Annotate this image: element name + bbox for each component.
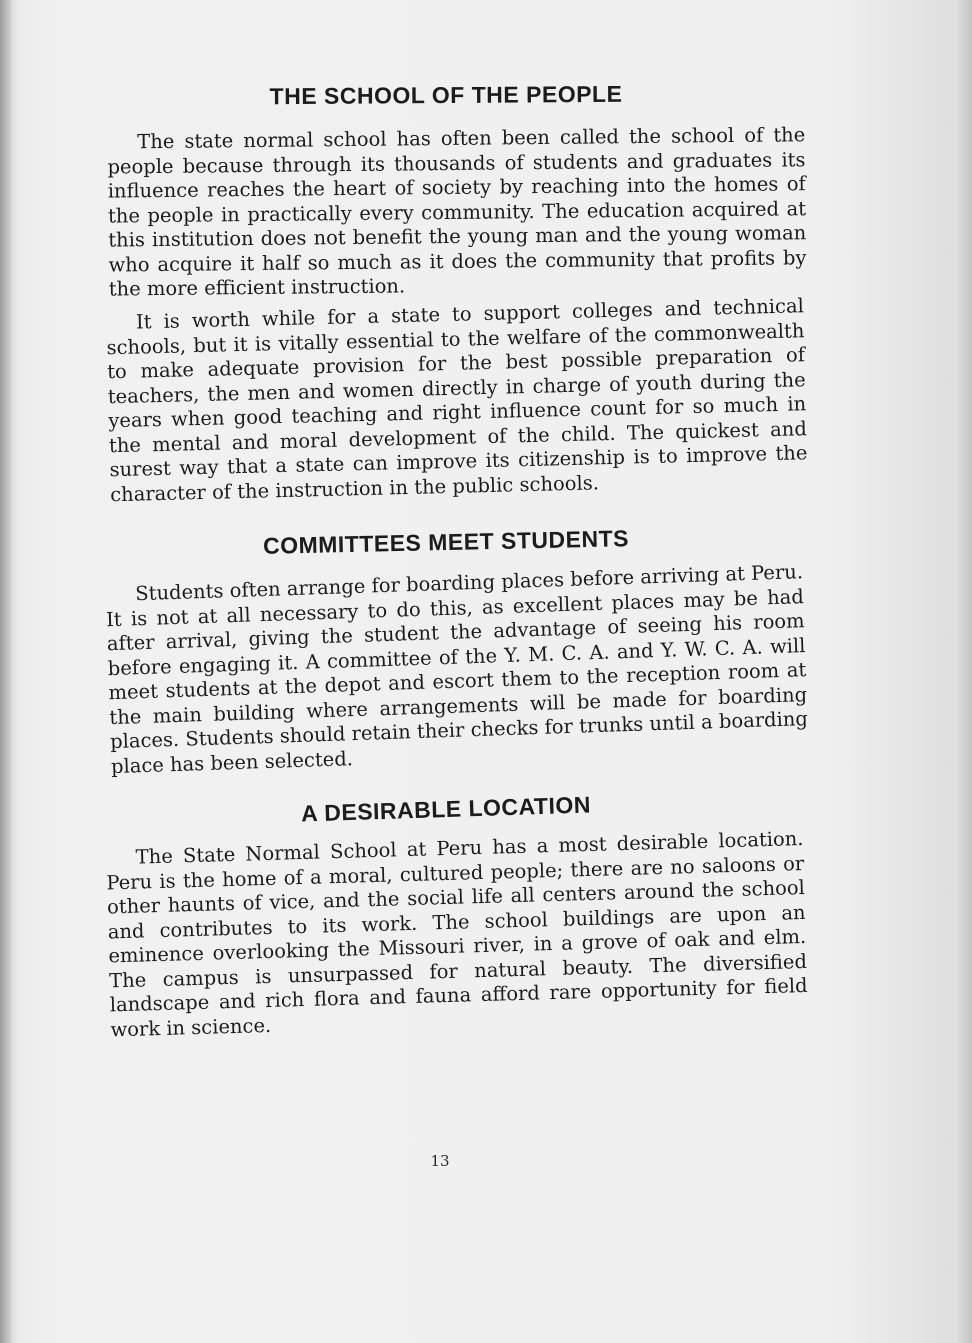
paragraph-school-of-people-2: It is worth while for a state to support colleges and technical schools, but it is vitally essential to the welfare of the commonwealth to make adequate provision for the best possible preparation of teachers, the men and women directly in charge of youth during the years when good teaching and right influence count for so much in the mental and moral development of the child. The quickest and surest way that a state can improve its citizenship is to improve the character of the instruction in the public schools. bbox=[106, 293, 808, 506]
paragraph-location: The State Normal School at Peru has a most desirable location. Peru is the home of a moral, cultured people; there are no saloons or other haunts of vice, and the social life all centers around the school and contributes to its work. The school buildings are upon an eminence overlooking the Missouri river, in a grove of oak and elm. The campus is unsurpassed for natural beauty. The diversified landscape and rich flora and fauna afford rare opportunity for field work in science. bbox=[106, 826, 808, 1041]
paragraph-school-of-people-1: The state normal school has often been called the school of the people because through its thousands of students and graduates its influence reaches the heart of society by reaching into the homes of the people in practically every community. The education acquired at this institution does not benefit the young man and the young woman who acquire it half so much as it does the community that profits by the more efficient instruction. bbox=[107, 123, 807, 301]
section-heading-committees: COMMITTEES MEET STUDENTS bbox=[262, 524, 630, 559]
page-content bbox=[86, 74, 809, 1041]
section-heading-school-of-people: THE SCHOOL OF THE PEOPLE bbox=[269, 80, 623, 110]
paragraph-committees: Students often arrange for boarding places before arriving at Peru. It is not at all necessary to do this, as excellent places may be had after arrival, giving the student the advantage of seeing his room before engaging it. A committee of the Y. M. C. A. and Y. W. C. A. will meet students at the depot and escort them to the reception room at the main building where arrangements will be made for boarding places. Students should retain their checks for trunks until a boarding place has been selected. bbox=[105, 559, 809, 778]
section-heading-location: A DESIRABLE LOCATION bbox=[300, 790, 592, 827]
page-number: 13 bbox=[430, 1152, 450, 1170]
